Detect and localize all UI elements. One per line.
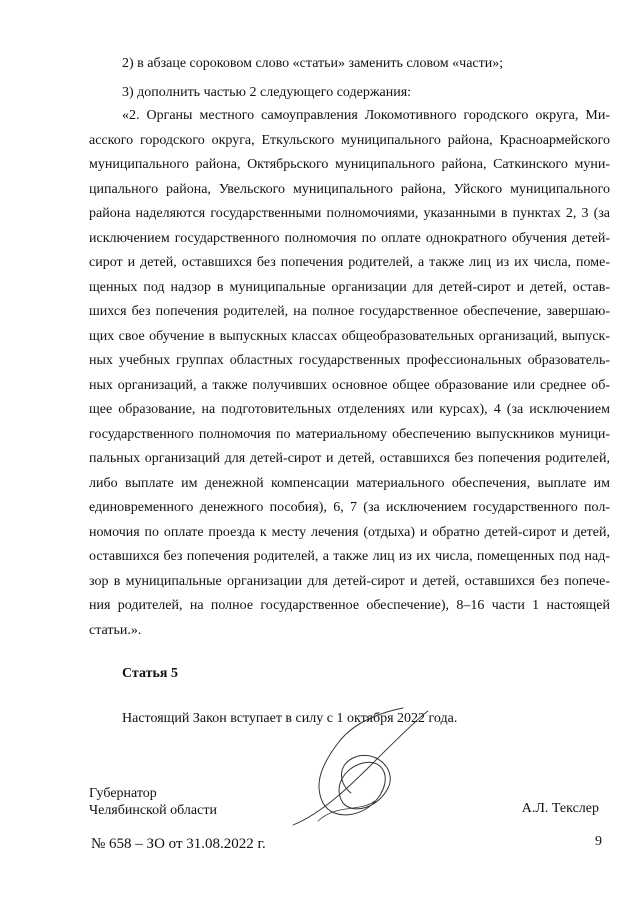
page-number: 9 xyxy=(595,834,602,849)
signatory-title-line-2: Челябинской области xyxy=(89,803,217,818)
signatory-title-line-1: Губернатор xyxy=(89,786,157,801)
quote-line: сирот и детей, оставшихся без попечения родителей, а также лиц из их числа, поме- xyxy=(89,255,610,270)
quote-line: оставшихся без попечения родителей, а также лиц из их числа, помещенных под над- xyxy=(89,549,610,564)
quote-line: ных организаций, а также получивших основное общее образование или среднее об- xyxy=(89,378,610,393)
quote-line: пальных организаций для детей-сирот и детей, оставшихся без попечения родителей, xyxy=(89,451,610,466)
quote-line: государственного полномочия по материальному обеспечению выпускников муници- xyxy=(89,427,610,442)
quote-line: ных учебных группах областных государственных профессиональных образователь- xyxy=(89,353,610,368)
quote-line: района наделяются государственными полномочиями, указанными в пунктах 2, 3 (за xyxy=(89,206,610,221)
quote-line: шихся без попечения родителей, на полное государственное обеспечение, завершаю- xyxy=(89,304,610,319)
quote-line: исключением государственного полномочия по оплате однократного обучения детей- xyxy=(89,231,610,246)
quote-line: единовременного денежного пособия), 6, 7 (за исключением государственного пол- xyxy=(89,500,610,515)
quote-line: статьи.». xyxy=(89,623,142,638)
quote-line: асского городского округа, Еткульского муниципального района, Красноармейского xyxy=(89,133,610,148)
quote-line: ципального района, Увельского муниципального района, Уйского муниципального xyxy=(89,182,610,197)
quote-line: щенных под надзор в муниципальные организации для детей-сирот и детей, остав- xyxy=(89,280,610,295)
quote-line: муниципального района, Октябрьского муниципального района, Саткинского муни- xyxy=(89,157,610,172)
quote-line: либо выплате им денежной компенсации материального обеспечения, выплате им xyxy=(89,476,610,491)
signatory-name: А.Л. Текслер xyxy=(521,801,599,816)
quote-line: ния родителей, на полное государственное обеспечение), 8–16 части 1 настоящей xyxy=(89,598,610,613)
amendment-item-2: 2) в абзаце сороковом слово «статьи» заменить словом «части»; xyxy=(122,56,504,71)
amendment-item-3: 3) дополнить частью 2 следующего содержания: xyxy=(122,85,412,100)
handwritten-signature xyxy=(283,703,433,828)
article-heading: Статья 5 xyxy=(122,666,178,681)
quote-line: «2. Органы местного самоуправления Локомотивного городского округа, Ми- xyxy=(122,108,610,123)
quote-line: зор в муниципальные организации для детей-сирот и детей, оставшихся без попече- xyxy=(89,574,610,589)
effective-date-text: Настоящий Закон вступает в силу с 1 октября 2022 года. xyxy=(122,711,458,726)
quote-line: номочия по оплате проезда к месту лечения (отдыха) и обратно детей-сирот и детей, xyxy=(89,525,610,540)
quote-line: щих свое обучение в выпускных классах общеобразовательных организаций, выпуск- xyxy=(89,329,610,344)
law-number: № 658 – ЗО от 31.08.2022 г. xyxy=(91,836,266,852)
quote-line: щее образование, на подготовительных отделениях или курсах), 4 (за исключением xyxy=(89,402,610,417)
